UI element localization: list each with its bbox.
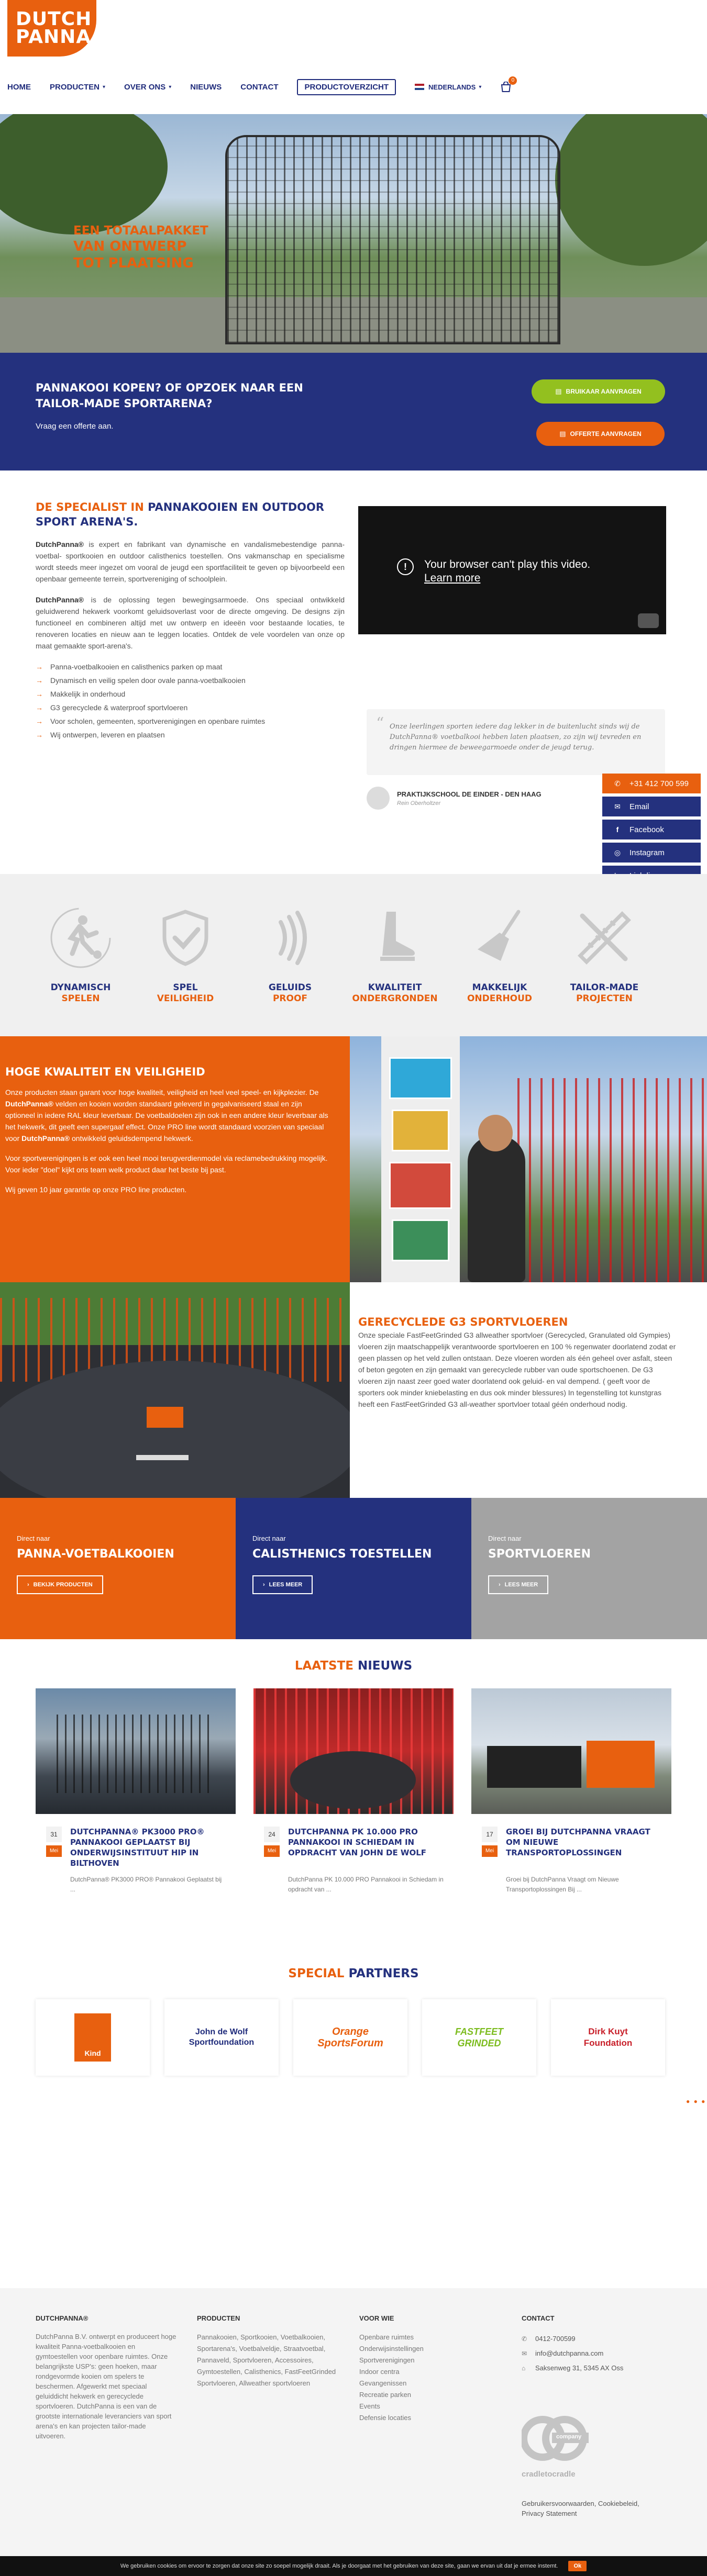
photo-floor-mark bbox=[147, 1407, 183, 1428]
hero-headline bbox=[73, 224, 208, 271]
news-card[interactable] bbox=[471, 1688, 671, 1908]
cart-button[interactable] bbox=[500, 77, 515, 92]
news-title[interactable]: DUTCHPANNA® PK3000 PRO® PANNAKOOI GEPLAATST BIJ ONDERWIJSINSTITUUT HIP IN BILTHOVEN bbox=[70, 1827, 205, 1868]
list-item: → Makkelijk in onderhoud bbox=[36, 687, 345, 701]
learn-more-link[interactable]: Learn more bbox=[424, 572, 481, 584]
shield-check-icon bbox=[154, 906, 217, 969]
cookie-text: We gebruiken cookies om ervoor te zorgen dat onze site zo soepel mogelijk draait. Als je doorgaat met het gebruiken van deze site, gaan we ervan uit dat je ermee instemt. bbox=[120, 2563, 558, 2569]
direct-panna-voetbalkooien bbox=[0, 1498, 236, 1639]
site-footer bbox=[0, 2288, 707, 2576]
brand-logo[interactable] bbox=[7, 0, 96, 57]
arrow-right-icon: → bbox=[36, 676, 43, 685]
news-heading: LAATSTE NIEUWS bbox=[294, 1659, 413, 1673]
video-player[interactable] bbox=[358, 506, 666, 634]
news-image[interactable] bbox=[253, 1688, 454, 1814]
partner-dirk-kuyt-logo[interactable]: Dirk Kuyt Foundation bbox=[551, 1999, 665, 2076]
lees-meer-button[interactable]: › LEES MEER bbox=[252, 1575, 313, 1594]
feature-title: SPEL bbox=[173, 982, 198, 993]
cta-band bbox=[0, 353, 707, 471]
hero-line-1: EEN TOTAALPAKKET bbox=[73, 224, 208, 238]
cookie-ok-button[interactable]: Ok bbox=[568, 2561, 587, 2571]
list-item: → Panna-voetbalkooien en calisthenics parken op maat bbox=[36, 660, 345, 674]
footer-link[interactable]: Sportverenigingen bbox=[359, 2356, 415, 2364]
feature-title: TAILOR-MADE bbox=[570, 982, 639, 993]
footer-link[interactable]: Onderwijsinstellingen bbox=[359, 2345, 424, 2353]
footer-phone[interactable]: ✆ 0412-700599 bbox=[522, 2332, 679, 2346]
feature-geluids-proof bbox=[243, 906, 337, 1004]
footer-link[interactable]: Openbare ruimtes bbox=[359, 2333, 414, 2341]
news-card[interactable] bbox=[36, 1688, 236, 1908]
location-pin-icon: ⌂ bbox=[522, 2365, 526, 2372]
photo-card bbox=[392, 1219, 449, 1261]
feature-subtitle: ONDERGRONDEN bbox=[352, 993, 438, 1004]
footer-link[interactable]: Indoor centra bbox=[359, 2368, 400, 2376]
feature-tailor-made-projecten bbox=[557, 906, 651, 1004]
features-strip bbox=[0, 874, 707, 1036]
cradle-to-cradle-logo bbox=[522, 2410, 605, 2483]
cradle-logo-text: cradletocradle bbox=[522, 2470, 576, 2479]
mail-icon: ✉ bbox=[614, 802, 621, 811]
cta-title: PANNAKOOI KOPEN? OF OPZOEK NAAR EEN TAILOR-MADE SPORTARENA? bbox=[36, 382, 303, 410]
mail-icon: ✉ bbox=[522, 2350, 527, 2357]
photo-floor-text bbox=[136, 1455, 189, 1460]
feature-subtitle: PROOF bbox=[272, 993, 308, 1004]
direct-title: SPORTVLOEREN bbox=[488, 1548, 591, 1561]
footer-link[interactable]: Defensie locaties bbox=[359, 2414, 411, 2422]
feature-makkelijk-onderhoud bbox=[452, 906, 547, 1004]
footer-producten bbox=[197, 2314, 344, 2389]
lees-meer-button[interactable]: › LEES MEER bbox=[488, 1575, 548, 1594]
hero-tree bbox=[555, 114, 707, 266]
testimonial-name: PRAKTIJKSCHOOL DE EINDER - DEN HAAG bbox=[397, 790, 542, 798]
chevron-down-icon: ▾ bbox=[169, 84, 172, 90]
arrow-right-icon: › bbox=[27, 1582, 29, 1588]
testimonial-role: Rein Oberholtzer bbox=[397, 800, 441, 807]
arrow-right-icon: → bbox=[36, 663, 43, 671]
chevron-down-icon: ▾ bbox=[103, 84, 106, 90]
language-selector[interactable]: NEDERLANDS ▾ bbox=[415, 83, 481, 91]
news-excerpt: DutchPanna PK 10.000 PRO Pannakooi in Schiedam in opdracht van ... bbox=[288, 1876, 444, 1893]
hero-pannakooi-image bbox=[225, 135, 560, 344]
boot-icon bbox=[363, 906, 426, 969]
direct-kicker: Direct naar bbox=[17, 1535, 50, 1542]
nav-producten[interactable]: PRODUCTEN ▾ bbox=[50, 82, 106, 92]
brand-logo-text: DUTCH PANNA bbox=[16, 8, 92, 48]
video-error-message bbox=[397, 558, 590, 585]
feature-subtitle: PROJECTEN bbox=[576, 993, 633, 1004]
quality-section bbox=[0, 1036, 350, 1282]
photo-card bbox=[389, 1057, 452, 1099]
news-excerpt: DutchPanna® PK3000 PRO® Pannakooi Geplaatst bij ... bbox=[70, 1876, 222, 1893]
bekijk-producten-button[interactable]: › BEKIJK PRODUCTEN bbox=[17, 1575, 103, 1594]
footer-heading: CONTACT bbox=[522, 2314, 555, 2322]
youtube-logo-icon[interactable] bbox=[638, 613, 659, 628]
photo-card bbox=[389, 1162, 452, 1209]
footer-heading: PRODUCTEN bbox=[197, 2314, 240, 2322]
testimonial-author bbox=[367, 787, 542, 810]
partners-heading: SPECIAL PARTNERS bbox=[288, 1967, 419, 1980]
footer-legal[interactable]: Gebruikersvoorwaarden, Cookiebeleid, Privacy Statement bbox=[522, 2500, 639, 2517]
quality-paragraph-1: Onze producten staan garant voor hoge kwaliteit, veiligheid en heel veel speel- en kijkplezier. De DutchPanna® velden en kooien worden standaard geleverd in gegalvaniseerd staal en zijn optioneel in iedere RAL kleur leverbaar. De voetbaldoelen zijn ook in een andere kleur leverbaar als het hekwerk, dit geeft een supergaaf effect. Onze PRO line wordt standaard voorzien van speciaal voor DutchPanna® ontwikkeld geluidsdempend hekwerk. bbox=[5, 1088, 328, 1143]
cookie-bar bbox=[0, 2556, 707, 2576]
specialist-section bbox=[36, 500, 345, 742]
quality-paragraph-3: Wij geven 10 jaar garantie op onze PRO line producten. bbox=[5, 1185, 187, 1194]
news-excerpt: Groei bij DutchPanna Vraagt om Nieuwe Transportoplossingen Bij ... bbox=[506, 1876, 619, 1893]
quality-paragraph-2: Voor sportverenigingen is er ook een heel mooi terugverdienmodel via reclamebedrukking mogelijk. Voor ieder "doel" kijkt ons team welk product daar het beste bij past. bbox=[5, 1154, 328, 1174]
photo-person bbox=[468, 1136, 525, 1282]
news-title[interactable]: GROEI BIJ DUTCHPANNA VRAAGT OM NIEUWE TRANSPORTOPLOSSINGEN bbox=[506, 1827, 650, 1857]
quality-title: HOGE KWALITEIT EN VEILIGHEID bbox=[5, 1066, 205, 1078]
g3-text: Onze speciale FastFeetGrinded G3 allweather sportvloer (Gerecycled, Granulated old Gympies) vloeren zijn maatschappelijk verantwoorde sportvloeren en 100 % regenwater doorlatend zodat er geen plassen op het veld zullen ontstaan. Deze vloeren worden als één geheel over asfalt, steen of beton gegoten en zijn gemaakt van gerecyclede rubber van oude sportschoenen. De G3 vloeren zijn naast zeer goed water doorlatend ook geluid- en val dempend. ( geeft voor de sporters ook minder kniebelasting en dus ook minder blessures) In tegenstelling tot kunstgras heeft een FastFeetGrinded G3 all-weather sportvloer totaal géén onderhoud nodig. bbox=[358, 1331, 676, 1408]
social-sidebar bbox=[602, 774, 701, 889]
footer-about-text: DutchPanna B.V. ontwerpt en produceert hoge kwaliteit Panna-voetbalkooien en gymtoestellen voor openbare ruimtes. Onze belangrijkste USP's: geen hoeken, maar rondgevormde kooien om spelers te beschermen. Afgewerkt met speciaal geluiddicht hekwerk en gerecyclede sportvloeren. DutchPanna is een van de grootste internationale leveranciers van sport arena's en kan projecten tailor-made uitvoeren. bbox=[36, 2333, 176, 2440]
avatar bbox=[367, 787, 390, 810]
bruikaar-aanvragen-button[interactable]: ▤ BRUIKAAR AANVRAGEN bbox=[532, 379, 665, 404]
footer-voor-wie bbox=[359, 2314, 495, 2424]
list-item: → Voor scholen, gemeenten, sportverenigingen en openbare ruimtes bbox=[36, 714, 345, 728]
footer-link[interactable]: Recreatie parken bbox=[359, 2391, 411, 2399]
specialist-paragraph-1: DutchPanna® is expert en fabrikant van dynamische en vandalismebestendige panna- voetbal- sportkooien en outdoor calisthenics toestellen. Ons vakmanschap en specialisme wordt steeds meer ingezet om vooral de jeugd een sportfaciliteit te geven op bijvoorbeeld een openbaar gemeente terrein, sportvereniging of schoolplein. bbox=[36, 540, 345, 583]
footer-about bbox=[36, 2314, 177, 2441]
arrow-right-icon: → bbox=[36, 717, 43, 725]
chevron-down-icon: ▾ bbox=[479, 84, 482, 90]
cradle-logo-top-text: company bbox=[556, 2434, 582, 2440]
news-title[interactable]: DUTCHPANNA PK 10.000 PRO PANNAKOOI IN SCHIEDAM IN OPDRACHT VAN JOHN DE WOLF bbox=[288, 1827, 427, 1857]
g3-section bbox=[358, 1316, 678, 1410]
direct-title: PANNA-VOETBALKOOIEN bbox=[17, 1548, 174, 1561]
quality-photo bbox=[350, 1036, 707, 1282]
arrow-right-icon: → bbox=[36, 731, 43, 739]
hero-line-3: TOT PLAATSING bbox=[73, 255, 194, 271]
nav-home[interactable]: HOME bbox=[7, 82, 31, 92]
cta-subtitle: Vraag een offerte aan. bbox=[36, 422, 114, 431]
feature-spel-veiligheid bbox=[138, 906, 233, 1004]
photo-card bbox=[392, 1110, 449, 1151]
footer-email[interactable]: ✉ info@dutchpanna.com bbox=[522, 2346, 679, 2361]
arrow-right-icon: → bbox=[36, 703, 43, 712]
photo-truck bbox=[487, 1746, 581, 1788]
footer-heading: VOOR WIE bbox=[359, 2314, 394, 2322]
kind-logo-mark: Kind bbox=[74, 2013, 111, 2062]
phone-icon: ✆ bbox=[522, 2335, 527, 2343]
footer-link[interactable]: Events bbox=[359, 2402, 380, 2410]
footer-address: ⌂ Saksenweg 31, 5345 AX Oss bbox=[522, 2361, 679, 2376]
nav-nieuws[interactable]: NIEUWS bbox=[190, 82, 222, 92]
feature-title: DYNAMISCH bbox=[50, 982, 111, 993]
hero-tree bbox=[0, 114, 168, 234]
direct-sportvloeren bbox=[471, 1498, 707, 1639]
arrow-right-icon: → bbox=[36, 690, 43, 698]
partner-fastfeet-logo[interactable]: FASTFEET GRINDED bbox=[422, 1999, 536, 2076]
specialist-title: DE SPECIALIST IN PANNAKOOIEN EN OUTDOOR SPORT ARENA'S. bbox=[36, 501, 325, 528]
feature-subtitle: ONDERHOUD bbox=[467, 993, 533, 1004]
footer-link[interactable]: Gevangenissen bbox=[359, 2379, 407, 2387]
feature-subtitle: VEILIGHEID bbox=[157, 993, 214, 1004]
testimonial-text: Onze leerlingen sporten iedere dag lekker in de buitenlucht sinds wij de DutchPanna® voetbalkooi hebben laten plaatsen, zo zijn wij tevreden en dringen hiermee de beweegarmoede onder de jeugd terug. bbox=[390, 723, 642, 752]
photo-cage bbox=[57, 1715, 214, 1793]
cart-count-badge: 0 bbox=[509, 76, 517, 85]
footer-producten-links[interactable]: Pannakooien, Sportkooien, Voetbalkooien, Sportarena's, Voetbalveldje, Straatvoetbal, Pannaveld, Sportvloeren, Accessoires, Gymtoestellen, Calisthenics, FastFeetGrinded Sportvloeren, Allweather sportvloeren bbox=[197, 2333, 336, 2387]
photo-cargo bbox=[587, 1741, 655, 1788]
list-item: → G3 gerecyclede & waterproof sportvloeren bbox=[36, 701, 345, 714]
list-item: → Wij ontwerpen, leveren en plaatsen bbox=[36, 728, 345, 742]
feature-title: MAKKELIJK bbox=[472, 982, 527, 993]
broom-icon bbox=[468, 906, 531, 969]
news-date: 31 Mei bbox=[46, 1827, 62, 1857]
social-phone[interactable]: ✆ +31 412 700 599 bbox=[602, 774, 701, 793]
productoverzicht-button[interactable]: PRODUCTOVERZICHT bbox=[297, 79, 396, 95]
partner-kind-logo[interactable] bbox=[36, 1999, 150, 2076]
carousel-dots[interactable]: ● ● ● bbox=[686, 2098, 706, 2105]
photo-floor bbox=[290, 1751, 416, 1809]
nav-over-ons[interactable]: OVER ONS ▾ bbox=[124, 82, 172, 92]
arrow-right-icon: › bbox=[499, 1582, 501, 1588]
main-nav bbox=[7, 77, 515, 96]
news-image[interactable] bbox=[36, 1688, 236, 1814]
list-item: → Dynamisch en veilig spelen door ovale panna-voetbalkooien bbox=[36, 674, 345, 687]
specialist-paragraph-2: DutchPanna® is de oplossing tegen bewegingsarmoede. Ons speciaal ontwikkeld geluidwerend hekwerk voorkomt geluidsoverlast voor de directe omgeving. De designs zijn functioneel en combineren altijd met uw ontwerp en ideeën voor bestaande locaties, te renoveren locaties en nieuw aan te leggen locaties. Ontdek de vele voordelen van onze op maat gemaakte sport-arena's. bbox=[36, 596, 345, 650]
nav-contact[interactable]: CONTACT bbox=[240, 82, 279, 92]
direct-calisthenics bbox=[236, 1498, 471, 1639]
ruler-pencil-icon bbox=[573, 906, 636, 969]
alert-icon: ! bbox=[397, 558, 414, 575]
site-header bbox=[0, 0, 707, 114]
direct-kicker: Direct naar bbox=[252, 1535, 286, 1542]
hero-banner bbox=[0, 114, 707, 353]
feature-title: KWALITEIT bbox=[368, 982, 422, 993]
direct-kicker: Direct naar bbox=[488, 1535, 522, 1542]
quote-icon: “ bbox=[376, 714, 384, 733]
social-instagram[interactable]: ◎ Instagram bbox=[602, 843, 701, 863]
player-icon bbox=[49, 906, 112, 969]
news-image[interactable] bbox=[471, 1688, 671, 1814]
specialist-bullet-list bbox=[36, 660, 345, 742]
facebook-icon: f bbox=[616, 825, 619, 834]
g3-title: GERECYCLEDE G3 SPORTVLOEREN bbox=[358, 1316, 568, 1328]
partner-orange-sportsforum-logo[interactable]: Orange SportsForum bbox=[293, 1999, 407, 2076]
social-facebook[interactable]: f Facebook bbox=[602, 820, 701, 839]
photo-person-head bbox=[478, 1115, 513, 1151]
photo-cage bbox=[517, 1078, 707, 1282]
document-icon: ▤ bbox=[559, 430, 566, 438]
social-email[interactable]: ✉ Email bbox=[602, 797, 701, 816]
feature-kwaliteit-ondergronden bbox=[348, 906, 442, 1004]
phone-icon: ✆ bbox=[614, 779, 621, 788]
dutch-flag-icon bbox=[415, 84, 424, 90]
partner-john-de-wolf-logo[interactable]: John de Wolf Sportfoundation bbox=[164, 1999, 279, 2076]
offerte-aanvragen-button[interactable]: ▤ OFFERTE AANVRAGEN bbox=[536, 422, 665, 446]
arrow-right-icon: › bbox=[263, 1582, 265, 1588]
hero-line-2: VAN ONTWERP bbox=[73, 239, 187, 254]
instagram-icon: ◎ bbox=[614, 848, 621, 857]
news-date: 17 Mei bbox=[482, 1827, 498, 1857]
footer-heading: DUTCHPANNA® bbox=[36, 2314, 89, 2322]
news-card[interactable] bbox=[253, 1688, 454, 1908]
testimonial-box bbox=[367, 709, 665, 775]
news-date: 24 Mei bbox=[264, 1827, 280, 1857]
document-icon: ▤ bbox=[555, 387, 562, 395]
feature-subtitle: SPELEN bbox=[61, 993, 100, 1004]
sound-icon bbox=[259, 906, 322, 969]
footer-contact bbox=[522, 2314, 679, 2376]
feature-title: GELUIDS bbox=[268, 982, 312, 993]
feature-dynamisch-spelen bbox=[34, 906, 128, 1004]
g3-floor-photo bbox=[0, 1282, 350, 1498]
direct-title: CALISTHENICS TOESTELLEN bbox=[252, 1548, 432, 1561]
video-error-text: Your browser can't play this video. bbox=[424, 558, 591, 570]
photo-floor bbox=[0, 1361, 350, 1498]
